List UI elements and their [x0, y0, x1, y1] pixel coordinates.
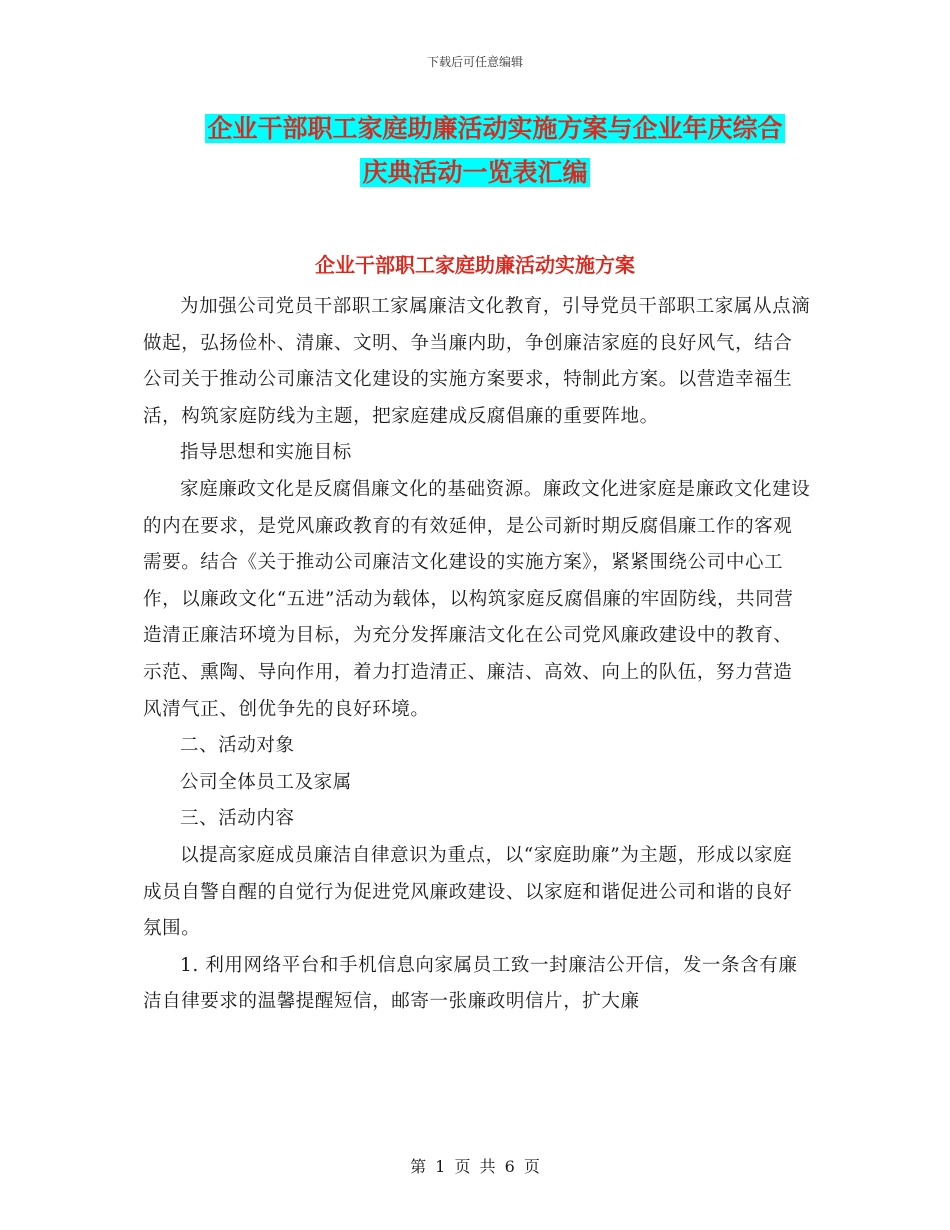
- title-highlight: 企业干部职工家庭助廉活动实施方案与企业年庆综合: [207, 114, 783, 143]
- paragraph: 二、活动对象: [180, 735, 295, 757]
- paragraph: 公司全体员工及家属: [180, 771, 352, 793]
- body-text: [143, 289, 811, 1021]
- paragraph: 家庭廉政文化是反腐倡廉文化的基础资源。廉政文化进家庭是廉政文化建设的内在要求，是党风廉政教育的有效延伸，是公司新时期反腐倡廉工作的客观需要。结合《关于推动公司廉洁文化建设的实施方案》，紧紧围绕公司中心工作，以廉政文化“五进”活动为载体，以构筑家庭反腐倡廉的牢固防线，共同营造清正廉洁环境为目标，为充分发挥廉洁文化在公司党风廉政建设中的教育、示范、熏陶、导向作用，着力打造清正、廉洁、高效、向上的队伍，努力营造风清气正、创优争先的良好环境。: [143, 478, 811, 720]
- paragraph: 1. 利用网络平台和手机信息向家属员工致一封廉洁公开信，发一条含有廉洁自律要求的温馨提醒短信，邮寄一张廉政明信片，扩大廉: [143, 954, 798, 1013]
- paragraph: 三、活动内容: [180, 808, 295, 830]
- header-note: 下载后可任意编辑: [426, 55, 523, 69]
- section-title: 企业干部职工家庭助廉活动实施方案: [315, 253, 635, 277]
- document-title-line-1: [20, 113, 950, 145]
- paragraph: 指导思想和实施目标: [180, 442, 352, 464]
- title-highlight: 庆典活动一览表汇编: [362, 158, 588, 187]
- page-footer: 第 1 页 共 6 页: [410, 1157, 540, 1176]
- paragraph: 以提高家庭成员廉洁自律意识为重点，以“家庭助廉”为主题，形成以家庭成员自警自醒的自觉行为促进党风廉政建设、以家庭和谐促进公司和谐的良好氛围。: [143, 844, 793, 940]
- paragraph: 为加强公司党员干部职工家属廉洁文化教育，引导党员干部职工家属从点滴做起，弘扬俭朴、清廉、文明、争当廉内助，争创廉洁家庭的良好风气，结合公司关于推动公司廉洁文化建设的实施方案要求，特制此方案。以营造幸福生活，构筑家庭防线为主题，把家庭建成反腐倡廉的重要阵地。: [143, 296, 811, 427]
- document-title-line-2: [0, 157, 950, 189]
